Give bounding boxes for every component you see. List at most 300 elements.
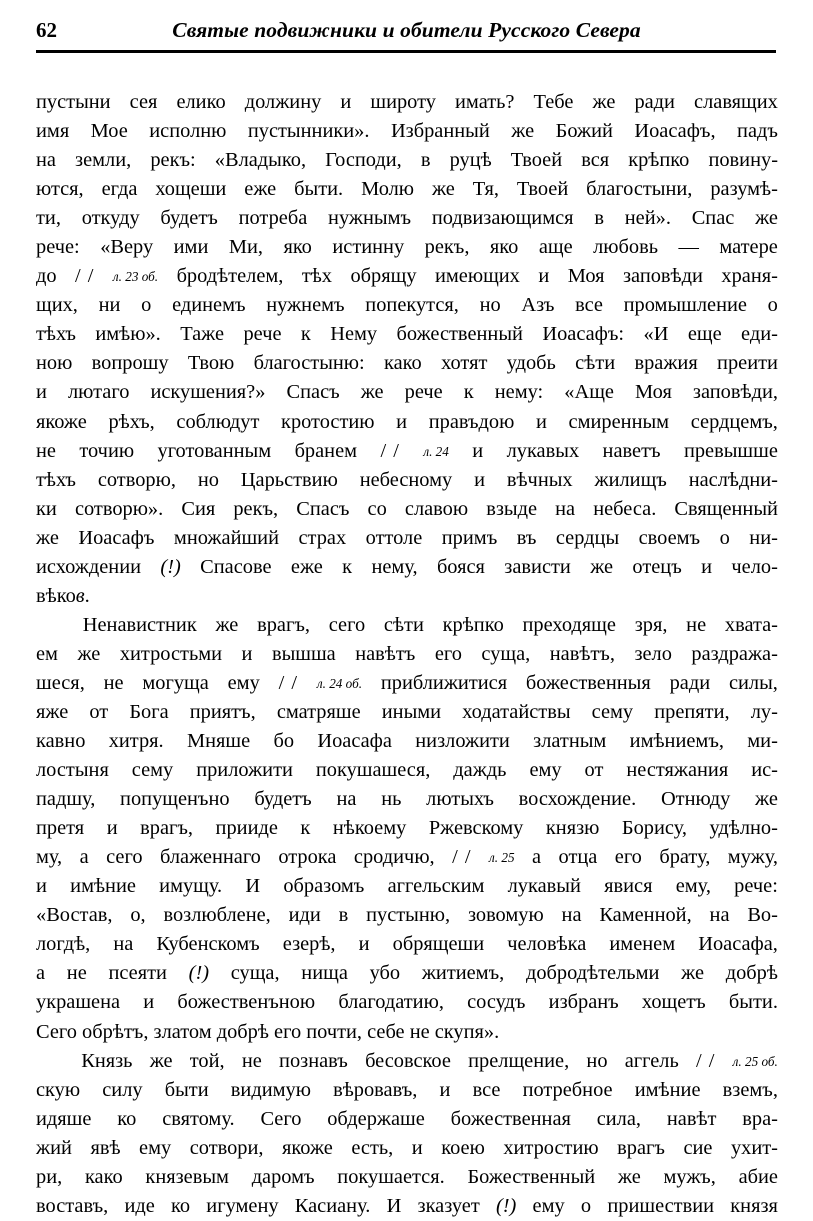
line-word: откуду bbox=[81, 207, 140, 230]
line-word: вра- bbox=[742, 1107, 778, 1130]
line-word: яко bbox=[283, 236, 312, 259]
text-line bbox=[36, 901, 778, 930]
text-line bbox=[36, 466, 778, 495]
line-word: сродичю, bbox=[353, 846, 435, 869]
line-word: рече bbox=[404, 381, 443, 404]
line-word: удѣлно- bbox=[709, 817, 778, 840]
line-word: зело bbox=[634, 642, 672, 665]
line-word: не bbox=[36, 439, 56, 462]
editorial-sic-marker: (!) bbox=[160, 555, 181, 578]
line-word: множайший bbox=[173, 526, 280, 549]
line-word: лу- bbox=[750, 700, 778, 723]
line-word: ни- bbox=[749, 526, 778, 549]
line-word: и bbox=[143, 991, 155, 1014]
line-word: пришествии bbox=[607, 1194, 715, 1217]
line-word: не bbox=[241, 1049, 262, 1072]
folio-slash-marker: / / bbox=[380, 439, 400, 462]
line-word: заповѣди bbox=[622, 265, 703, 288]
line-word: небесному bbox=[359, 468, 453, 491]
line-word: ко bbox=[171, 1194, 191, 1217]
line-word: ною bbox=[36, 352, 73, 375]
line-word: Твою bbox=[187, 352, 235, 375]
line-word: Тя, bbox=[472, 178, 499, 201]
line-word: хвата- bbox=[724, 613, 778, 636]
line-word: Кубенскомъ bbox=[156, 933, 260, 956]
line-word: на bbox=[336, 788, 357, 811]
line-word: хитростьми bbox=[119, 642, 223, 665]
line-word: на bbox=[113, 933, 134, 956]
line-word: рекъ, bbox=[424, 236, 470, 259]
line-word: ему bbox=[529, 759, 562, 782]
line-word: сего bbox=[328, 613, 366, 636]
line-word: не bbox=[103, 671, 124, 694]
line-word: нему: bbox=[494, 381, 544, 404]
line-word: видимую bbox=[230, 1078, 311, 1101]
line-word: нь bbox=[381, 788, 402, 811]
line-word: падшу, bbox=[36, 788, 96, 811]
text-line bbox=[36, 582, 778, 611]
running-title: Святые подвижники и обители Русского Севера bbox=[172, 18, 641, 42]
line-word: лукавый bbox=[507, 875, 581, 898]
folio-slash-marker: / / bbox=[452, 846, 472, 869]
line-word: лостыня bbox=[36, 759, 109, 782]
text-line bbox=[36, 727, 778, 756]
line-word: Мняше bbox=[186, 730, 251, 753]
line-word: ради bbox=[669, 671, 711, 694]
line-word: явѣ bbox=[90, 1136, 121, 1159]
text-line bbox=[36, 291, 778, 320]
line-word: Каменной, bbox=[599, 904, 692, 927]
line-word: ко bbox=[117, 1107, 137, 1130]
line-word: обдержаше bbox=[327, 1107, 425, 1130]
editorial-sic-marker: (!) bbox=[188, 962, 210, 985]
line-word: ис- bbox=[751, 759, 778, 782]
line-word: Божественный bbox=[467, 1165, 596, 1188]
text-line bbox=[36, 1018, 778, 1047]
line-word: быти. bbox=[728, 991, 778, 1014]
line-word: приятъ, bbox=[189, 700, 256, 723]
line-word: вѣровавъ, bbox=[333, 1078, 418, 1101]
line-word: возлюблене, bbox=[163, 904, 271, 927]
text-line bbox=[36, 553, 778, 582]
line-word: могуща bbox=[142, 671, 209, 694]
line-word: Тебе bbox=[533, 91, 574, 113]
line-word: на bbox=[36, 149, 56, 172]
page-number: 62 bbox=[36, 18, 57, 42]
line-word: прелщение, bbox=[468, 1049, 570, 1072]
line-word: а bbox=[36, 962, 46, 985]
line-word: раздража- bbox=[691, 642, 778, 665]
line-word: лютыхъ bbox=[426, 788, 494, 811]
line-word: мужъ, bbox=[663, 1165, 716, 1188]
line-word: своемъ bbox=[638, 526, 701, 549]
line-word: восхождение. bbox=[518, 788, 637, 811]
line-word: ходатайствы bbox=[462, 700, 571, 723]
line-word: ти, bbox=[36, 207, 61, 230]
line-word: князю bbox=[545, 817, 600, 840]
line-word: широту bbox=[370, 91, 436, 113]
line-word: страх bbox=[298, 526, 347, 549]
line-word: примъ bbox=[441, 526, 498, 549]
line-word: сердцемъ, bbox=[690, 410, 778, 433]
line-word: смиренным bbox=[568, 410, 670, 433]
line-word: преити bbox=[717, 352, 778, 375]
line-word: все bbox=[575, 294, 603, 317]
line-word: абие bbox=[738, 1165, 778, 1188]
line-word: скую bbox=[36, 1078, 81, 1101]
line-word: навѣтъ, bbox=[549, 642, 615, 665]
text-line bbox=[36, 640, 778, 669]
text-line bbox=[36, 756, 778, 785]
line-word: истинну bbox=[332, 236, 405, 259]
line-word: рѣхъ, bbox=[108, 410, 155, 433]
line-word: ются, bbox=[36, 178, 84, 201]
line-word: и bbox=[439, 1078, 451, 1101]
line-word: жилищъ bbox=[594, 468, 667, 491]
line-word: аггельским bbox=[387, 875, 485, 898]
line-word: и bbox=[535, 410, 547, 433]
line-word: же bbox=[511, 120, 535, 143]
line-word: сея bbox=[129, 91, 158, 113]
line-word: же bbox=[755, 207, 778, 230]
line-word: вземъ, bbox=[722, 1078, 778, 1101]
line-word: хитростию bbox=[503, 1136, 599, 1159]
line-word: И bbox=[386, 1194, 402, 1217]
line-word: отца bbox=[558, 846, 598, 869]
line-word: щих, bbox=[36, 294, 78, 317]
line-word: логдѣ, bbox=[36, 933, 91, 956]
line-word: земли, bbox=[75, 149, 132, 172]
line-word: Иоасафа bbox=[317, 730, 392, 753]
line-word: нища bbox=[301, 962, 348, 985]
line-word: силу bbox=[102, 1078, 143, 1101]
text-line bbox=[36, 611, 778, 640]
line-word: сего bbox=[106, 846, 143, 869]
line-word: бо bbox=[273, 730, 295, 753]
line-word: Иоасафа, bbox=[698, 933, 778, 956]
text-line bbox=[36, 437, 778, 466]
line-word: имать? bbox=[455, 91, 515, 113]
line-word: нестяжания bbox=[626, 759, 729, 782]
line-word: «Аще bbox=[564, 381, 614, 404]
line-word: к bbox=[300, 817, 311, 840]
text-line bbox=[36, 1163, 778, 1192]
line-word: Мое bbox=[90, 120, 128, 143]
line-word: тѣхъ bbox=[36, 468, 76, 491]
line-word: бесовское bbox=[365, 1049, 451, 1072]
line-word: и bbox=[340, 91, 352, 113]
line-word: добродѣтельми bbox=[525, 962, 660, 985]
line-word: удобь bbox=[506, 352, 556, 375]
line-word: Бога bbox=[129, 700, 169, 723]
text-line bbox=[36, 320, 778, 349]
line-word: аще bbox=[538, 236, 573, 259]
line-word: ухит- bbox=[730, 1136, 778, 1159]
line-word: и bbox=[36, 875, 47, 898]
line-word: же bbox=[431, 178, 455, 201]
line-word: и bbox=[474, 468, 485, 491]
line-word: Князь bbox=[81, 1049, 133, 1072]
text-line bbox=[36, 349, 778, 378]
line-word: быти. bbox=[294, 178, 344, 201]
line-word: должину bbox=[244, 91, 322, 113]
line-word: правъдою bbox=[428, 410, 515, 433]
line-word: коею bbox=[441, 1136, 485, 1159]
line-word: ими bbox=[173, 236, 209, 259]
line-word: Касиану. bbox=[294, 1194, 371, 1217]
line-word: «Веру bbox=[100, 236, 154, 259]
line-word: ему, bbox=[675, 875, 711, 898]
line-word: человѣка bbox=[507, 933, 587, 956]
line-word: именем bbox=[609, 933, 676, 956]
line-word: имѣю». bbox=[95, 323, 161, 346]
running-head bbox=[36, 17, 777, 51]
indent-spacer bbox=[36, 1047, 64, 1076]
line-word: яже bbox=[36, 700, 69, 723]
line-word: славою bbox=[404, 497, 469, 520]
line-word: Таже bbox=[180, 323, 225, 346]
line-word: точию bbox=[79, 439, 135, 462]
line-word: ему bbox=[139, 1136, 172, 1159]
line-word: еже bbox=[290, 555, 323, 578]
line-word: его bbox=[434, 642, 462, 665]
line-word: Господи, bbox=[325, 149, 402, 172]
line-word: и bbox=[241, 642, 253, 665]
line-word: зря, bbox=[634, 613, 668, 636]
line-word: пустыню, bbox=[366, 904, 451, 927]
line-word: хотят bbox=[441, 352, 488, 375]
folio-slash-marker: / / bbox=[75, 265, 95, 288]
line-word: Борису, bbox=[621, 817, 687, 840]
line-word: явися bbox=[604, 875, 653, 898]
line-word: Избранный bbox=[390, 120, 490, 143]
line-word: обрящу bbox=[350, 265, 417, 288]
line-word: му, bbox=[36, 846, 63, 869]
line-word: попекутся, bbox=[365, 294, 459, 317]
line-word: врагъ bbox=[617, 1136, 665, 1159]
line-word: идяше bbox=[36, 1107, 92, 1130]
line-word: зависти bbox=[504, 555, 571, 578]
line-word: все bbox=[472, 1078, 501, 1101]
line-word: кавно bbox=[36, 730, 86, 753]
line-word: прииде bbox=[215, 817, 278, 840]
line-word: исхождении bbox=[36, 555, 142, 578]
line-word: его bbox=[614, 846, 642, 869]
line-word: Спасъ bbox=[286, 381, 340, 404]
text-line bbox=[36, 1105, 778, 1134]
line-word: убо bbox=[369, 962, 401, 985]
line-word: сѣти bbox=[575, 352, 616, 375]
line-word: елико bbox=[176, 91, 226, 113]
line-word: сему bbox=[131, 759, 174, 782]
line-word: князя bbox=[730, 1194, 778, 1217]
line-word: и bbox=[472, 439, 484, 462]
line-word: божественныя bbox=[525, 671, 651, 694]
line-word: еще bbox=[687, 323, 722, 346]
line-word: Сия bbox=[181, 497, 216, 520]
line-word: попущенъно bbox=[120, 788, 230, 811]
line-word: рече: bbox=[734, 875, 778, 898]
line-word: бояся bbox=[436, 555, 485, 578]
line-word: бродѣтелем, bbox=[176, 265, 284, 288]
line-word: потребное bbox=[522, 1078, 613, 1101]
line-word: псеяти bbox=[108, 962, 167, 985]
line-word: Твоей bbox=[510, 149, 563, 172]
line-word: будетъ bbox=[254, 788, 312, 811]
line-word: навѣтъ bbox=[355, 642, 416, 665]
line-word: до bbox=[36, 265, 57, 288]
line-word: приближитися bbox=[380, 671, 508, 694]
header-divider-rule bbox=[36, 50, 776, 53]
line-word: имѣние bbox=[70, 875, 136, 898]
line-word: оттоле bbox=[365, 526, 423, 549]
line-word: той, bbox=[189, 1049, 225, 1072]
line-word: образомъ bbox=[283, 875, 365, 898]
text-line bbox=[36, 1192, 778, 1221]
line-word: на bbox=[709, 904, 730, 927]
line-word: Ми, bbox=[228, 236, 263, 259]
line-word: Молю bbox=[361, 178, 415, 201]
line-word: имѣниемъ, bbox=[629, 730, 724, 753]
line-word: воставъ, bbox=[36, 1194, 109, 1217]
line-word: к bbox=[300, 323, 311, 346]
line-word: сотворю, bbox=[97, 468, 176, 491]
line-word: сматряше bbox=[276, 700, 361, 723]
line-word: со bbox=[367, 497, 387, 520]
line-word: на bbox=[561, 904, 582, 927]
line-word: лукавых bbox=[506, 439, 580, 462]
line-word: навѣт bbox=[666, 1107, 717, 1130]
line-word: взыде bbox=[486, 497, 538, 520]
editorial-sic-marker: (!) bbox=[495, 1194, 517, 1217]
line-word: якоже bbox=[36, 410, 87, 433]
line-word: украшена bbox=[36, 991, 121, 1014]
line-word: быти bbox=[164, 1078, 209, 1101]
line-word: в bbox=[420, 149, 431, 172]
line-word: вышша bbox=[271, 642, 336, 665]
line-word: яко bbox=[489, 236, 519, 259]
line-word: божественная bbox=[450, 1107, 571, 1130]
line-word: имеющих bbox=[434, 265, 520, 288]
line-word: божественъною bbox=[177, 991, 316, 1014]
line-word: хощеши bbox=[155, 178, 227, 201]
line-word: суща, bbox=[230, 962, 280, 985]
line-word: есть, bbox=[351, 1136, 394, 1159]
line-word: Ржевскому bbox=[428, 817, 524, 840]
line-word: к bbox=[342, 555, 353, 578]
line-word: И bbox=[245, 875, 261, 898]
line-word: руцѣ bbox=[449, 149, 492, 172]
text-line bbox=[36, 88, 778, 117]
line-word: отрока bbox=[278, 846, 337, 869]
line-word: на bbox=[555, 497, 576, 520]
line-word: нужнымъ bbox=[328, 207, 412, 230]
line-word: препяти, bbox=[654, 700, 730, 723]
line-word: мужу, bbox=[727, 846, 778, 869]
line-word: познавъ bbox=[279, 1049, 348, 1072]
line-word: Во- bbox=[747, 904, 778, 927]
line-word: аггель bbox=[624, 1049, 679, 1072]
line-word: и bbox=[106, 817, 118, 840]
line-word: добрѣ bbox=[725, 962, 778, 985]
line-word: от bbox=[584, 759, 604, 782]
line-word: и bbox=[701, 555, 713, 578]
line-word: святому. bbox=[162, 1107, 235, 1130]
line-word: брату, bbox=[659, 846, 711, 869]
line-word: но bbox=[586, 1049, 608, 1072]
line-word: силы, bbox=[728, 671, 778, 694]
line-word: потреба bbox=[238, 207, 308, 230]
line-word: нѣкоему bbox=[332, 817, 407, 840]
line-word: же bbox=[36, 526, 59, 549]
line-word: промышление bbox=[623, 294, 747, 317]
line-word: искушения?» bbox=[150, 381, 266, 404]
line-word: рекъ: bbox=[150, 149, 196, 172]
line-word: тѣхъ bbox=[36, 323, 76, 346]
text-line bbox=[36, 843, 778, 872]
line-word: любовь bbox=[593, 236, 659, 259]
line-word: Иоасафъ, bbox=[634, 120, 716, 143]
line-word: врагъ, bbox=[257, 613, 310, 636]
line-word: имѣние bbox=[634, 1078, 701, 1101]
line-word: шеся, bbox=[36, 671, 85, 694]
text-line bbox=[36, 669, 778, 698]
line-word: благостыни, bbox=[586, 178, 693, 201]
folio-marker: л. 25 об. bbox=[732, 1053, 778, 1069]
line-word: храня- bbox=[721, 265, 778, 288]
line-word: Ненавистник bbox=[82, 613, 197, 636]
line-word: соблюдут bbox=[176, 410, 260, 433]
line-word: Божий bbox=[555, 120, 613, 143]
line-word: езерѣ, bbox=[282, 933, 336, 956]
line-word: же bbox=[617, 1165, 641, 1188]
line-word: егда bbox=[101, 178, 138, 201]
text-line bbox=[36, 872, 778, 901]
line-word: пустыни bbox=[36, 91, 111, 113]
line-word: не bbox=[686, 613, 707, 636]
line-word: како bbox=[84, 1165, 123, 1188]
line-word: небеса. bbox=[593, 497, 657, 520]
line-word: славящих bbox=[694, 91, 778, 113]
text-line bbox=[36, 1076, 778, 1105]
line-word: претя bbox=[36, 817, 85, 840]
line-word: сила, bbox=[596, 1107, 642, 1130]
line-word: заповѣди, bbox=[692, 381, 778, 404]
line-word: же bbox=[590, 555, 614, 578]
line-word: жий bbox=[36, 1136, 72, 1159]
line-word: в bbox=[338, 904, 349, 927]
folio-marker: л. 24 bbox=[423, 443, 449, 459]
line-word: еже bbox=[244, 178, 277, 201]
line-word: сему bbox=[591, 700, 634, 723]
line-word: к bbox=[463, 381, 474, 404]
indent-spacer bbox=[36, 611, 64, 640]
line-word: ки bbox=[36, 497, 57, 520]
line-word: низложити bbox=[415, 730, 510, 753]
line-word: ми- bbox=[747, 730, 778, 753]
text-line bbox=[36, 233, 778, 262]
text-line bbox=[36, 117, 778, 146]
text-line bbox=[36, 959, 778, 988]
line-word: не bbox=[66, 962, 87, 985]
text-line bbox=[36, 204, 778, 233]
line-word: иди bbox=[288, 904, 321, 927]
line-word: «Востав, bbox=[36, 904, 113, 927]
folio-marker: л. 25 bbox=[489, 850, 515, 866]
line-word: преходяще bbox=[522, 613, 616, 636]
line-word: ри, bbox=[36, 1165, 63, 1188]
line-word: како bbox=[384, 352, 422, 375]
